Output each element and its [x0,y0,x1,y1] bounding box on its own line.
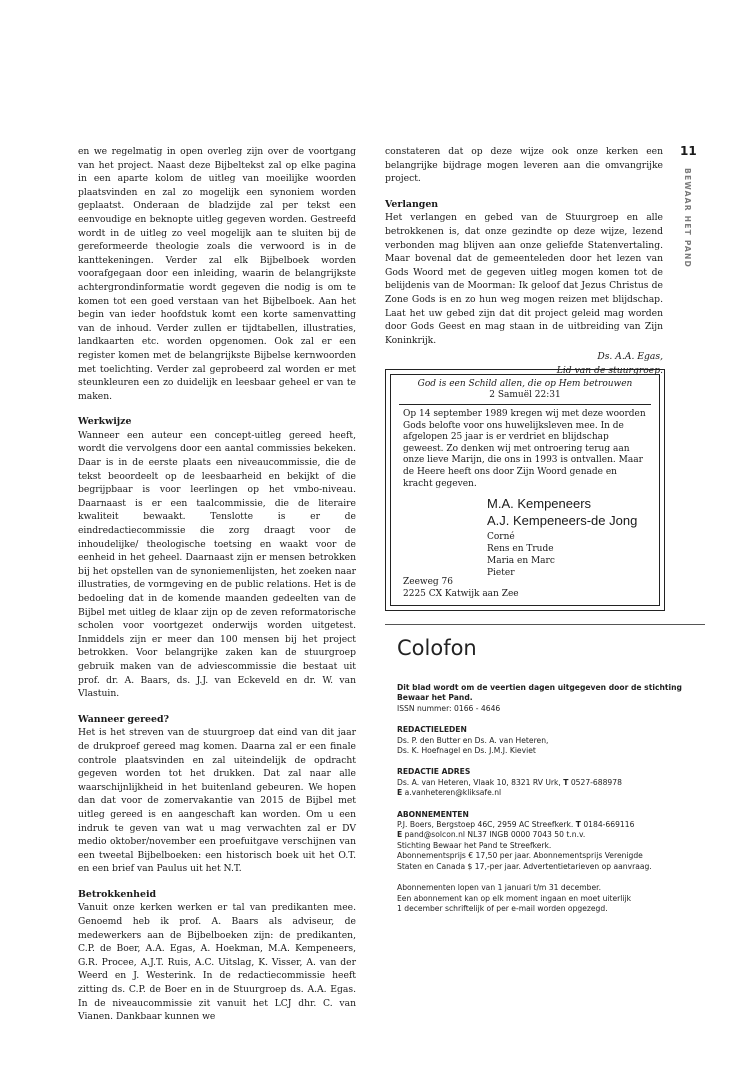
colofon-issn: ISSN nummer: 0166 - 4646 [397,703,501,713]
heading-betrokkenheid: Betrokkenheid [78,888,157,900]
announcement-text: Op 14 september 1989 kregen wij met deze woorden Gods beloftе voor ons huwelijksleven mee. In de afgelopen 25 jaar is er verdriet en blijdschap geweest. Zo denken wij met ontroering terug aan onze lieve Marijn, die ons in 1993 is ontvallen. Maar de Heere heeft ons door Zijn Woord genade en kracht gegeven. [403,409,646,489]
redactie-adres-text: Ds. A. van Heteren, Vlaak 10, 8321 RV Urk, [397,777,561,787]
colofon-intro-1: Dit blad wordt om de veertien dagen uitgegeven door de stichting [397,683,682,692]
redactieleden-line-2: Ds. K. Hoefnagel en Ds. J.M.J. Kieviet [397,746,536,756]
werkwijze-paragraph: Wanneer een auteur een concept-uitleg gereed heeft, wordt die vervolgens door een aantal commissies bekeken. Daar is in de eerste plaats een niveaucommissie, die de tekst beoordeelt op de leesbaarheid en bekijkt of die begrijpbaar is voor leerlingen op het vmbo-niveau. Daarnaast is er een taalcommissie, die de literaire kwaliteit bewaakt. Tenslotte is er de eindredactiecommissie die zorg draagt voor de inhoudelijke/ theologische toetsing en waakt voor de eenheid in het geheel. Daarnaast zijn er mensen betrokken bij het opstellen van de synoniemenlijsten, het zoeken naar illustraties, de vormgeving en de public relations. Het is de bedoeling dat in de komende maanden gedeelten van de Bijbel met uitleg de klaar zijn op de zeven reformatorische scholen voor voortgezet onderwijs worden uitgetest. Inmiddels zijn er meer dan 100 mensen bij het project betrokken. Voor belangrijke zaken kan de stuurgroep gebruik maken van de adviescommissie die bestaat uit prof. dr. A. Baars, ds. J.J. van Eckeveld en dr. W. van Vlastuin. [78,429,356,700]
ab-email-label: E [397,830,403,840]
running-head: BEWAAR HET PAND [683,168,692,269]
redactieleden-line-1: Ds. P. den Butter en Ds. A. van Heteren, [397,735,549,745]
announcement-name-2: A.J. Kempeneers-de Jong [487,513,638,529]
anniversary-announcement [385,369,665,611]
heading-verlangen: Verlangen [385,198,439,210]
announcement-verse: God is een Schild allen, die op Hem betrouwen [417,379,633,389]
colofon-note-2: Een abonnement kan op elk moment ingaan en moet uiterlijk [397,893,632,903]
right-column [385,145,663,378]
abonnementen-line-3: Stichting Bewaar het Pand te Streefkerk. [397,840,552,850]
redactie-adres-line-1 [397,778,697,788]
abonnementen-line-4: Abonnementsprijs € 17,50 per jaar. Abonnementsprijs Verenigde [397,851,643,861]
betrokkenheid-paragraph: Vanuit onze kerken werken er tal van predikanten mee. Genoemd heb ik prof. A. Baars als adviseur, de medewerkers aan de Bijbelboeken zijn: de predikanten, C.P. de Boer, A.A. Egas, A. Hoekman, M.A. Kempeneers, G.R. Procee, A.J.T. Ruis, A.C. Uitslag, K. Visser, A. van der Weerd en J. Westerink. In de redactiecommissie heeft zitting ds. C.P. de Boer en in de Stuurgroep ds. A.A. Egas. In de niveaucommissie zit vanuit het LCJ dhr. C. van Vianen. Dankbaar kunnen we [78,902,356,1023]
colofon-block [397,683,697,914]
redactie-phone: 0527-688978 [570,777,622,787]
abonnementen-phone: 0184-669116 [583,820,635,830]
announcement-children [487,531,659,579]
redactieleden-label: REDACTIELEDEN [397,725,467,735]
signature-role: Lid van de stuurgroep. [556,364,663,376]
abonnementen-line-5: Staten en Canada $ 17,-per jaar. Advertentietarieven op aanvraag. [397,861,652,871]
phone-label: T [563,777,569,787]
gereed-paragraph: Het is het streven van de stuurgroep dat eind van dit jaar de drukproef gereed mag komen. Daarna zal er een finale controle plaatsvinden en zal uiteindelijk de opdracht gegeven worden tot het drukken. Dat zal naar alle waarschijnlijkheid in het buitenland gebeuren. We hopen dan dat voor de zomervakantie van 2015 de Bijbel met uitleg gereed is en aangeschaft kan worden. Om u een indruk te geven van wat u mag verwachten zal er DV medio oktober/november een proefuitgave verschijnen van een tweetal Bijbelboeken: een historisch boek uit het O.T. en een brief van Paulus uit het N.T. [78,727,356,875]
announcement-reference: 2 Samuël 22:31 [489,390,561,400]
intro-paragraph: en we regelmatig in open overleg zijn over de voortgang van het project. Naast deze Bijbeltekst zal op elke pagina in een aparte kolom de uitleg van moeilijke woorden plaatsvinden en zal zo mogelijk een synoniem worden geplaatst. Onderaan de bladzijde zal per tekst een eenvoudige en beknopte uitleg gegeven worden. Gestreefd wordt in de uitleg zo veel mogelijk aan te sluiten bij de gereformeerde theologie zoals die verwoord is in de kanttekeningen. Verder zal elk Bijbelboek worden voorafgegaan door een inleiding, waarin de belangrijkste achtergrondinformatie wordt gegeven die nodig is om te komen tot een goed verstaan van het Bijbelboek. Aan het begin van ieder hoofdstuk komt een korte samenvatting van de inhoud. Verder zullen er tijdtabellen, illustraties, landkaarten etc. worden opgenomen. Ook zal er een register komen met de belangrijkste Bijbelse kernwoorden met toelichting. Verder zal geprobeerd zal worden er met steunkleuren een zo duidelijk en leesbaar geheel er van te maken. [78,146,356,402]
abonnementen-label: ABONNEMENTEN [397,809,469,819]
abonnementen-line-2 [397,830,697,840]
address-street: Zeeweg 76 [403,577,454,587]
child-2: Rens en Trude [487,544,554,555]
address-city: 2225 CX Katwijk aan Zee [403,588,519,599]
abonnementen-address: P.J. Boers, Bergstoep 46C, 2959 AC Streefkerk. [397,820,574,830]
continued-paragraph: constateren dat op deze wijze ook onze kerken een belangrijke bijdrage mogen leveren aan die omvangrijke project. [385,146,663,185]
email-label: E [397,788,403,798]
child-4: Pieter [487,568,515,579]
redactie-email-link[interactable]: a.vanheteren@kliksafe.nl [404,788,502,798]
child-1: Corné [487,532,515,543]
child-3: Maria en Marc [487,556,555,567]
verlangen-paragraph: Het verlangen en gebed van de Stuurgroep en alle betrokkenen is, dat onze gezindte op deze wijze, lezend verbonden mag blijven aan onze geliefde Statenvertaling. Maar bovenal dat de gemeenteleden door het lezen van Gods Woord met de gegeven uitleg mogen komen tot de belijdenis van de Moorman: Ik geloof dat Jezus Christus de Zone Gods is en zo hun weg mogen reizen met blijdschap. Laat het uw gebed zijn dat dit project geleid mag worden door Gods Geest en mag staan in de uitbreiding van Zijn Koninkrijk. [385,212,663,346]
abonnementen-line-1 [397,820,697,830]
page-number: 11 [680,144,697,158]
heading-wanneer-gereed: Wanneer gereed? [78,713,169,725]
ab-phone-label: T [575,820,581,830]
announcement-divider [399,404,651,405]
redactie-adres-label: REDACTIE ADRES [397,767,471,777]
colofon-note-1: Abonnementen lopen van 1 januari t/m 31 december. [397,883,601,893]
left-column [78,145,356,1024]
announcement-address [403,577,519,600]
colofon-intro-2: Bewaar het Pand. [397,693,473,703]
announcement-name-1: M.A. Kempeneers [487,496,592,512]
abonnementen-email-bank[interactable]: pand@solcon.nl NL37 INGB 0000 7043 50 t.n.v. [404,830,586,840]
redactie-adres-line-2 [397,788,697,798]
colofon-note-3: 1 december schriftelijk of per e-mail worden opgezegd. [397,903,608,913]
colofon-divider [385,624,705,625]
colofon-title: Colofon [397,636,477,660]
signature-name: Ds. A.A. Egas, [597,351,663,363]
announcement-names [487,495,659,529]
heading-werkwijze: Werkwijze [78,416,132,428]
announcement-inner-frame [390,374,660,606]
